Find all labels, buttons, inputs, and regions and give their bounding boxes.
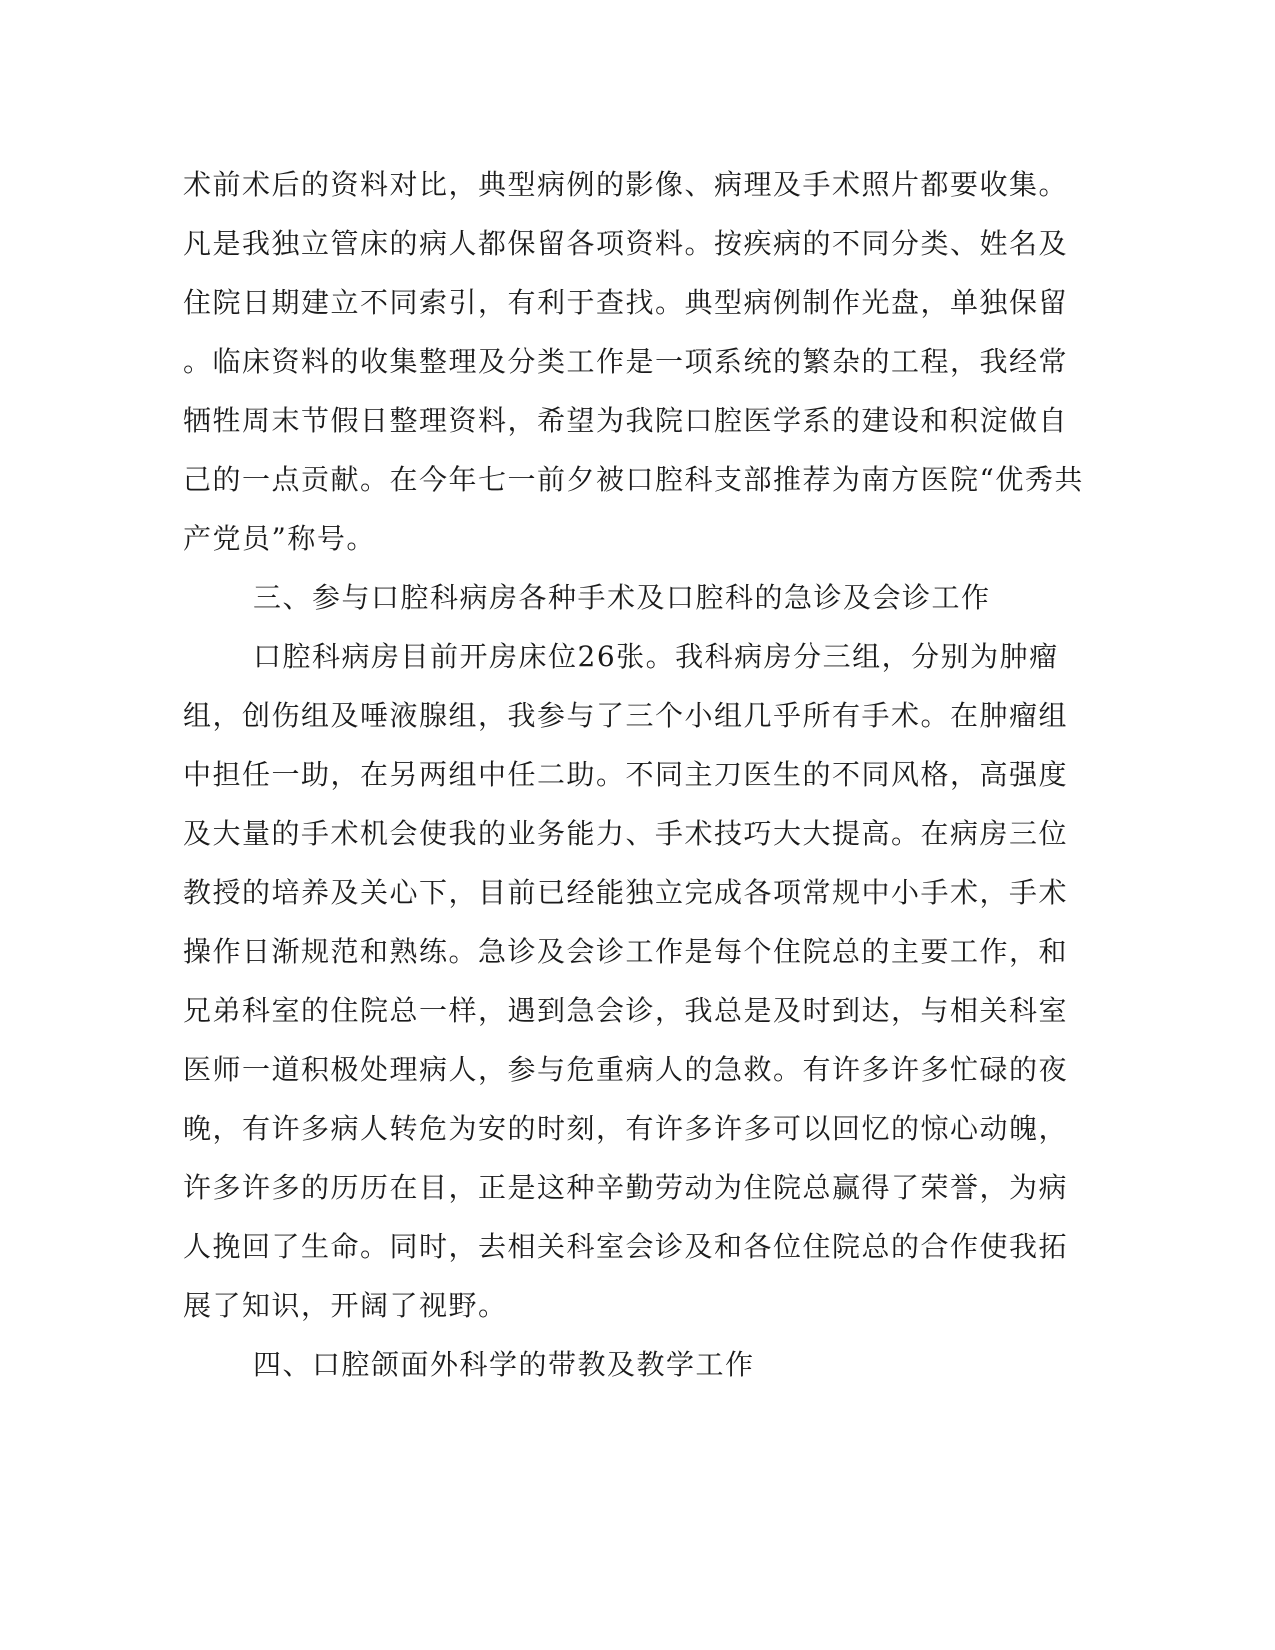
body-line: 住院日期建立不同索引，有利于查找。典型病例制作光盘，单独保留 <box>183 286 1069 319</box>
body-line: 中担任一助，在另两组中任二助。不同主刀医生的不同风格，高强度 <box>183 758 1069 791</box>
body-line: 教授的培养及关心下，目前已经能独立完成各项常规中小手术，手术 <box>183 876 1069 909</box>
section-heading-three: 三、参与口腔科病房各种手术及口腔科的急诊及会诊工作 <box>253 581 991 614</box>
body-line: 兄弟科室的住院总一样，遇到急会诊，我总是及时到达，与相关科室 <box>183 994 1069 1027</box>
body-line: 组，创伤组及唾液腺组，我参与了三个小组几乎所有手术。在肿瘤组 <box>183 699 1069 732</box>
section-heading-four: 四、口腔颌面外科学的带教及教学工作 <box>253 1348 755 1381</box>
body-line: 术前术后的资料对比，典型病例的影像、病理及手术照片都要收集。 <box>183 168 1069 201</box>
body-line: 牺牲周末节假日整理资料，希望为我院口腔医学系的建设和积淀做自 <box>183 404 1069 437</box>
body-line: 及大量的手术机会使我的业务能力、手术技巧大大提高。在病房三位 <box>183 817 1069 850</box>
body-line: 己的一点贡献。在今年七一前夕被口腔科支部推荐为南方医院“优秀共 <box>183 463 1084 496</box>
paragraph-start-line: 口腔科病房目前开房床位26张。我科病房分三组，分别为肿瘤 <box>253 640 1059 673</box>
body-line: 人挽回了生命。同时，去相关科室会诊及和各位住院总的合作使我拓 <box>183 1230 1069 1263</box>
document-body <box>183 155 1084 1394</box>
body-line: 医师一道积极处理病人，参与危重病人的急救。有许多许多忙碌的夜 <box>183 1053 1069 1086</box>
body-line: 操作日渐规范和熟练。急诊及会诊工作是每个住院总的主要工作，和 <box>183 935 1069 968</box>
body-line: 展了知识，开阔了视野。 <box>183 1289 508 1322</box>
body-line: 。临床资料的收集整理及分类工作是一项系统的繁杂的工程，我经常 <box>183 345 1069 378</box>
body-line: 产党员”称号。 <box>183 522 376 555</box>
body-line: 许多许多的历历在目，正是这种辛勤劳动为住院总赢得了荣誉，为病 <box>183 1171 1069 1204</box>
body-line: 凡是我独立管床的病人都保留各项资料。按疾病的不同分类、姓名及 <box>183 227 1069 260</box>
body-line: 晚，有许多病人转危为安的时刻，有许多许多可以回忆的惊心动魄， <box>183 1112 1069 1145</box>
